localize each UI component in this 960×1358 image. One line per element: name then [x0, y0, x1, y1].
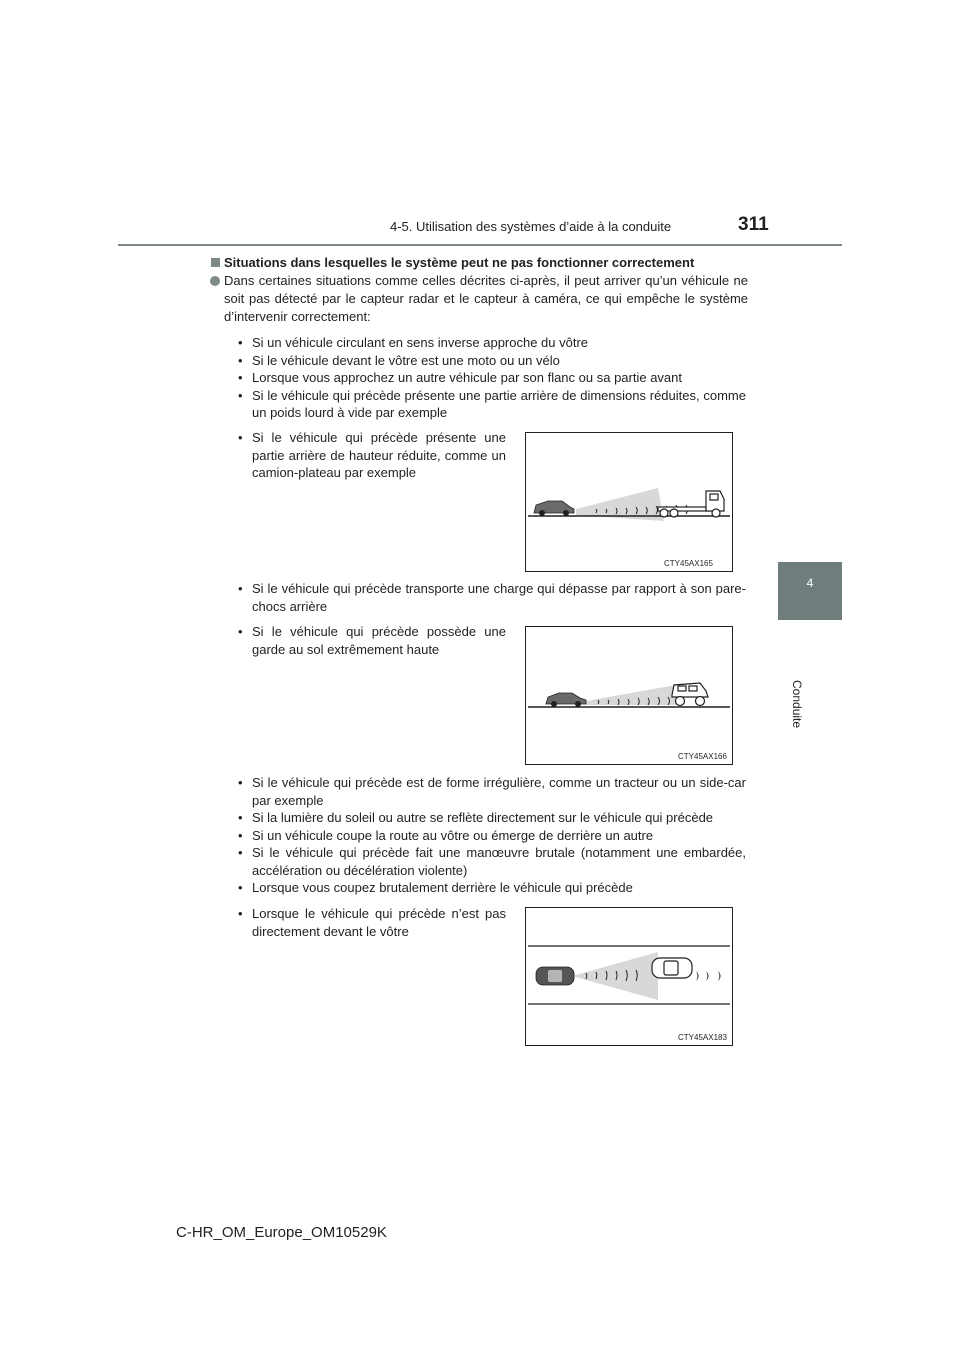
high-clearance-illustration: [526, 627, 732, 764]
list-item: • Si le véhicule devant le vôtre est une moto ou un vélo: [234, 352, 746, 370]
list-item: • Lorsque le véhicule qui précède n’est pas directement devant le vôtre: [234, 905, 506, 940]
page-number: 311: [738, 214, 769, 235]
list-item: • Lorsque vous coupez brutalement derrière le véhicule qui précède: [234, 879, 746, 897]
figure-flatbed-truck: [525, 432, 733, 572]
list-item: • Si le véhicule qui précède présente une partie arrière de hauteur réduite, comme un camion-plateau par exemple: [234, 429, 506, 482]
truck-icon: [658, 491, 724, 517]
header-rule: [118, 244, 842, 246]
figure-3-text-list: [234, 905, 506, 940]
figure-code: CTY45AX165: [664, 559, 713, 568]
intro-paragraph: [224, 272, 748, 326]
document-code: C-HR_OM_Europe_OM10529K: [176, 1224, 387, 1241]
figure-offset-vehicle: [525, 907, 733, 1046]
intro-text: Dans certaines situations comme celles décrites ci-après, il peut arriver qu’un véhicule ne soit pas détecté par le capteur radar et le capteur à caméra, ce qui empêche le système d’intervenir correctement:: [224, 273, 748, 324]
list-item: • Si le véhicule qui précède fait une manœuvre brutale (notamment une embardée, accélération ou décélération violente): [234, 844, 746, 879]
figure-high-clearance: [525, 626, 733, 765]
chapter-label: Conduite: [790, 680, 804, 729]
figure-2-text-list: [234, 623, 506, 658]
list-item: • Si le véhicule qui précède transporte une charge qui dépasse par rapport à son pare-chocs arrière: [234, 580, 746, 615]
offset-vehicle-illustration: [526, 908, 732, 1045]
section-heading: [211, 255, 694, 270]
square-bullet-icon: [211, 258, 220, 267]
chapter-label-wrap: [774, 632, 830, 729]
list-item: • Si le véhicule qui précède est de forme irrégulière, comme un tracteur ou un side-car par exemple: [234, 774, 746, 809]
list-item: • Si la lumière du soleil ou autre se reflète directement sur le véhicule qui précède: [234, 809, 746, 827]
round-bullet-icon: [210, 276, 220, 286]
list-item: • Si un véhicule circulant en sens inverse approche du vôtre: [234, 334, 746, 352]
list-item: • Si le véhicule qui précède présente une partie arrière de dimensions réduites, comme un poids lourd à vide par exemple: [234, 387, 746, 422]
car-icon: [534, 501, 574, 516]
car-top-icon: [536, 967, 574, 985]
suv-icon: [672, 683, 708, 706]
figure-1-text-list: [234, 429, 506, 482]
list-item: • Si le véhicule qui précède possède une garde au sol extrêmement haute: [234, 623, 506, 658]
flatbed-truck-illustration: [526, 433, 732, 571]
section-heading-text: Situations dans lesquelles le système peut ne pas fonctionner correctement: [224, 255, 695, 270]
bullet-list-load: [234, 580, 746, 615]
header-section-title: 4-5. Utilisation des systèmes d’aide à la conduite: [390, 219, 672, 234]
chapter-number: 4: [806, 576, 814, 590]
bullet-list-1: [234, 334, 746, 422]
bullet-list-2: [234, 774, 746, 897]
car-top-icon: [652, 958, 692, 978]
figure-code: CTY45AX183: [678, 1033, 727, 1042]
figure-code: CTY45AX166: [678, 752, 727, 761]
list-item: • Si un véhicule coupe la route au vôtre ou émerge de derrière un autre: [234, 827, 746, 845]
car-icon: [546, 693, 586, 707]
list-item: • Lorsque vous approchez un autre véhicule par son flanc ou sa partie avant: [234, 369, 746, 387]
chapter-tab: [778, 562, 842, 620]
